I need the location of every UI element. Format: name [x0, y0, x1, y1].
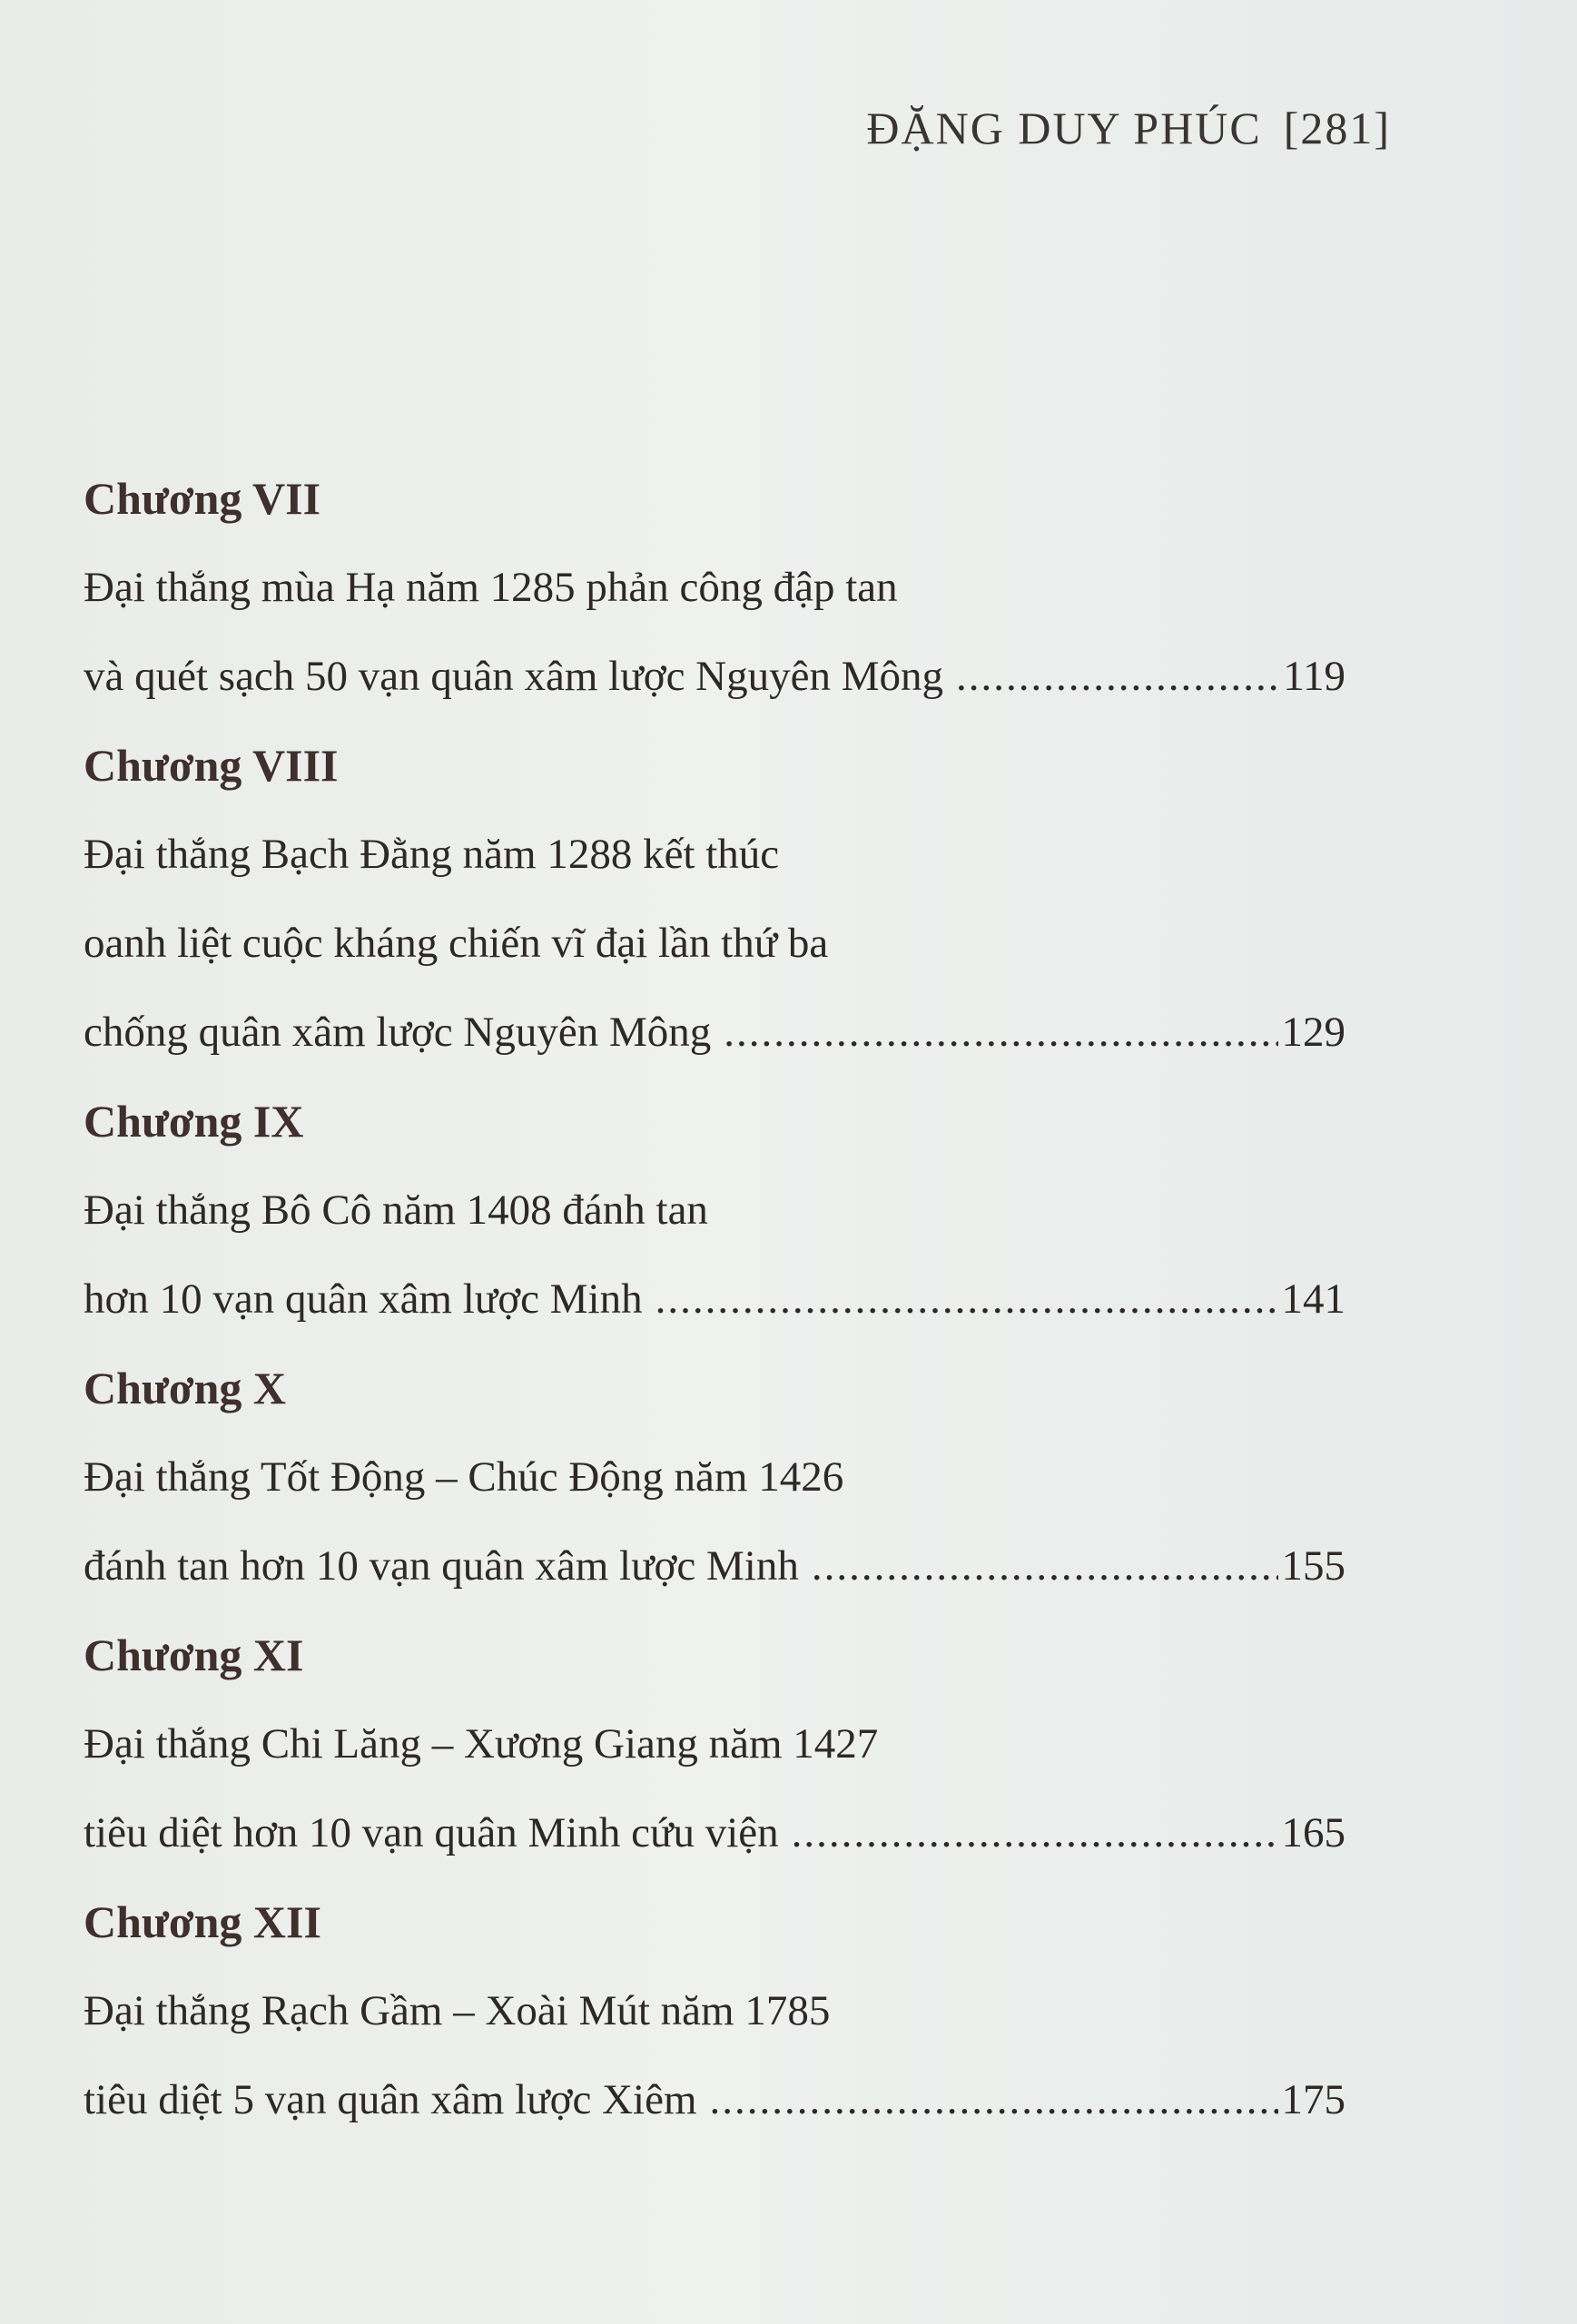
chapter-subtitle-line: chống quân xâm lược Nguyên Mông — [84, 1009, 712, 1056]
dot-leader — [812, 1521, 1278, 1610]
toc-entry-chapter-9 — [84, 1077, 1345, 1344]
dot-leader — [792, 1788, 1278, 1877]
chapter-subtitle-final-line — [84, 1255, 1345, 1344]
chapter-subtitle-line: tiêu diệt hơn 10 vạn quân Minh cứu viện — [84, 1809, 779, 1856]
chapter-title: Chương XII — [84, 1896, 321, 1947]
chapter-title: Chương X — [84, 1363, 287, 1413]
dot-leader — [724, 988, 1277, 1077]
chapter-subtitle-final-line — [84, 632, 1345, 721]
toc-entry-chapter-11 — [84, 1610, 1345, 1877]
chapter-subtitle-line: Đại thắng Bạch Đằng năm 1288 kết thúc — [84, 831, 780, 878]
chapter-subtitle-line: Đại thắng Chi Lăng – Xương Giang năm 1427 — [84, 1720, 879, 1768]
chapter-title: Chương IX — [84, 1096, 304, 1147]
dot-leader — [956, 632, 1279, 721]
chapter-page-number: 155 — [1281, 1542, 1345, 1590]
author-name: ĐẶNG DUY PHÚC — [866, 103, 1262, 153]
chapter-subtitle-line: Đại thắng Bô Cô năm 1408 đánh tan — [84, 1187, 708, 1234]
chapter-subtitle-line: Đại thắng Tốt Động – Chúc Động năm 1426 — [84, 1453, 844, 1501]
table-of-contents — [84, 454, 1345, 2144]
chapter-page-number: 129 — [1281, 1009, 1345, 1056]
chapter-page-number: 119 — [1283, 653, 1345, 700]
chapter-subtitle-final-line — [84, 2055, 1345, 2144]
toc-entry-chapter-12 — [84, 1877, 1345, 2144]
chapter-page-number: 165 — [1281, 1809, 1345, 1856]
chapter-subtitle-line: tiêu diệt 5 vạn quân xâm lược Xiêm — [84, 2076, 697, 2123]
chapter-subtitle-line: và quét sạch 50 vạn quân xâm lược Nguyên Mông — [84, 653, 944, 700]
dot-leader — [710, 2055, 1278, 2144]
chapter-subtitle-line: Đại thắng Rạch Gầm – Xoài Mút năm 1785 — [84, 1987, 831, 2034]
running-header — [866, 102, 1391, 154]
chapter-subtitle-line: oanh liệt cuộc kháng chiến vĩ đại lần thứ ba — [84, 920, 829, 967]
chapter-subtitle-line: Đại thắng mùa Hạ năm 1285 phản công đập tan — [84, 564, 898, 611]
chapter-page-number: 175 — [1281, 2076, 1345, 2123]
chapter-subtitle-final-line — [84, 1521, 1345, 1610]
dot-leader — [655, 1255, 1278, 1344]
chapter-subtitle-final-line — [84, 988, 1345, 1077]
toc-entry-chapter-8 — [84, 721, 1345, 1077]
page-number: [281] — [1283, 103, 1391, 153]
toc-entry-chapter-10 — [84, 1344, 1345, 1610]
chapter-title: Chương VIII — [84, 740, 339, 791]
chapter-subtitle-line: hơn 10 vạn quân xâm lược Minh — [84, 1275, 643, 1323]
toc-entry-chapter-7 — [84, 454, 1345, 721]
chapter-title: Chương VII — [84, 473, 321, 524]
chapter-title: Chương XI — [84, 1630, 304, 1680]
chapter-page-number: 141 — [1281, 1275, 1345, 1323]
chapter-subtitle-line: đánh tan hơn 10 vạn quân xâm lược Minh — [84, 1542, 799, 1590]
chapter-subtitle-final-line — [84, 1788, 1345, 1877]
